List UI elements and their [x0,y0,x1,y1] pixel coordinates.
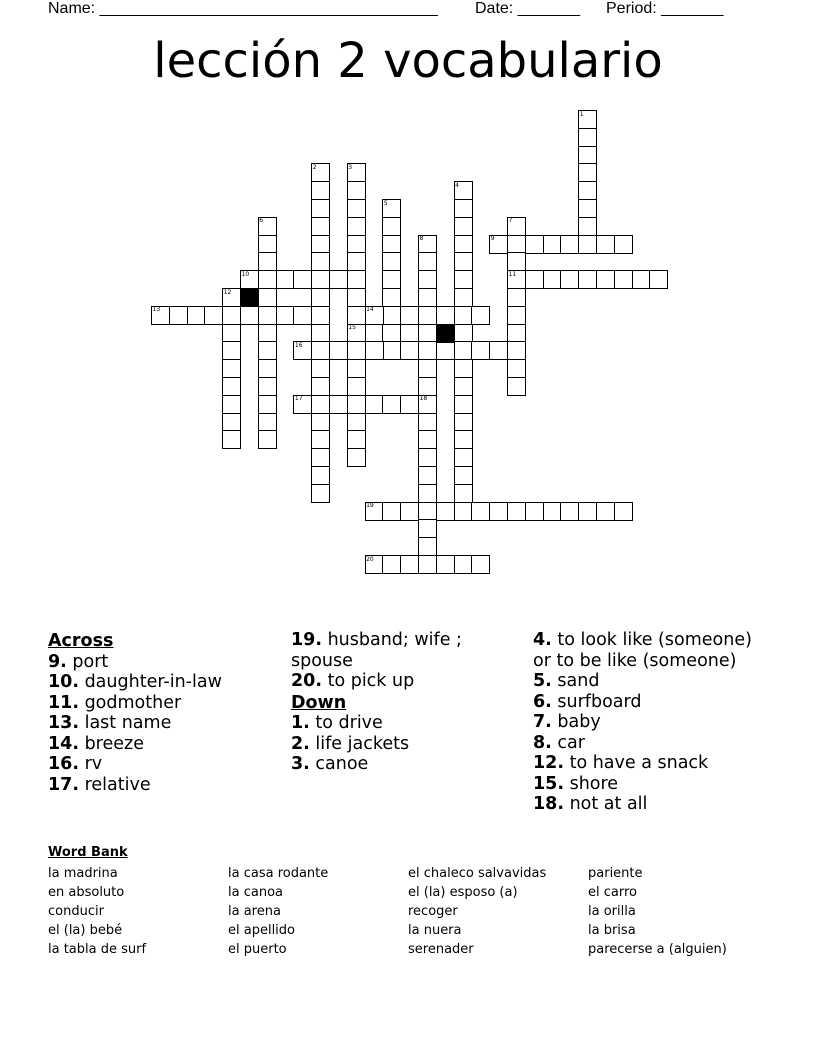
across-clue [291,630,511,671]
crossword-cell[interactable] [525,235,544,254]
crossword-cell[interactable] [347,306,366,325]
word-bank-entry: el puerto [228,942,287,957]
crossword-cell[interactable] [418,484,437,503]
crossword-cell[interactable] [400,306,419,325]
crossword-cell[interactable] [347,448,366,467]
clue-number: 5. [533,671,552,691]
crossword-cell[interactable] [347,341,366,360]
crossword-cell[interactable] [418,502,437,521]
crossword-cell[interactable] [400,341,419,360]
crossword-cell[interactable] [560,235,579,254]
clue-number-13: 13 [152,306,161,314]
word-bank-entry: el carro [588,885,637,900]
crossword-cell[interactable] [258,359,277,378]
clue-text: godmother [79,692,182,713]
across-clue [48,693,278,714]
crossword-cell[interactable] [489,341,508,360]
crossword-cell[interactable] [578,270,597,289]
crossword-cell[interactable] [382,502,401,521]
crossword-cell[interactable] [418,341,437,360]
crossword-cell[interactable] [578,199,597,218]
crossword-cell[interactable] [454,235,473,254]
crossword-cell[interactable] [347,181,366,200]
crossword-cell[interactable] [311,235,330,254]
clue-text: to drive [309,713,383,733]
crossword-cell[interactable] [311,359,330,378]
crossword-cell[interactable] [347,359,366,378]
crossword-cell[interactable] [454,484,473,503]
crossword-cell[interactable] [311,377,330,396]
crossword-cell[interactable] [258,306,277,325]
down-clue [291,713,511,734]
clue-number: 11. [48,692,80,713]
word-bank-entry: la orilla [588,904,636,919]
crossword-cell[interactable] [543,235,562,254]
clue-number: 3. [291,754,310,774]
crossword-cell[interactable] [311,270,330,289]
crossword-cell[interactable] [311,252,330,271]
crossword-cell[interactable] [258,341,277,360]
crossword-cell[interactable] [454,306,473,325]
crossword-cell[interactable] [400,555,419,574]
clue-text: to have a snack [564,753,709,773]
crossword-cell[interactable] [329,395,348,414]
down-clue [533,733,773,754]
clue-text: breeze [79,733,144,754]
clue-number-9: 9 [490,235,495,243]
crossword-cell[interactable] [418,537,437,556]
clue-number: 18. [533,794,565,814]
crossword-cell[interactable] [614,235,633,254]
clue-text: baby [551,712,601,732]
clue-text: not at all [564,794,648,814]
crossword-cell[interactable] [276,306,295,325]
clue-number-4: 4 [455,181,459,189]
down-clue [533,753,773,774]
crossword-cell[interactable] [258,430,277,449]
crossword-cell[interactable] [311,217,330,236]
crossword-cell[interactable] [222,377,241,396]
crossword-cell[interactable] [454,395,473,414]
crossword-cell[interactable] [578,128,597,147]
word-bank-entry: parecerse a (alguien) [588,942,727,957]
crossword-cell[interactable] [614,502,633,521]
word-bank-column-3 [408,864,546,959]
clue-number-17: 17 [294,395,303,403]
crossword-cell[interactable] [632,270,651,289]
crossword-cell[interactable] [258,288,277,307]
across-clue [48,775,278,796]
crossword-cell[interactable] [454,252,473,271]
clue-number: 6. [533,691,552,712]
word-bank-entry: la madrina [48,866,118,881]
clue-number-2: 2 [312,163,317,171]
crossword-cell[interactable] [311,288,330,307]
crossword-cell[interactable] [258,235,277,254]
word-bank-entry: el (la) bebé [48,923,123,938]
crossword-cell[interactable] [418,270,437,289]
clue-number-11: 11 [508,270,517,278]
down-clue [533,692,773,713]
crossword-cell[interactable] [418,555,437,574]
clue-number: 13. [48,713,80,733]
crossword-cell[interactable] [365,395,384,414]
clue-number-10: 10 [241,270,250,278]
crossword-cell[interactable] [418,306,437,325]
down-clues-col3 [533,630,773,815]
crossword-cell[interactable] [258,395,277,414]
clue-number-8: 8 [419,235,424,243]
crossword-cell[interactable] [454,377,473,396]
clue-text: life jackets [309,733,410,754]
clue-number-6: 6 [259,217,264,225]
crossword-cell[interactable] [454,555,473,574]
crossword-cell[interactable] [507,235,526,254]
crossword-cell[interactable] [311,199,330,218]
across-clue [291,671,511,692]
across-clue [48,672,278,693]
clue-number: 1. [291,713,310,733]
across-clue [48,734,278,755]
crossword-cell[interactable] [311,395,330,414]
crossword-cell[interactable] [560,502,579,521]
crossword-cell[interactable] [471,555,490,574]
crossword-cell[interactable] [311,306,330,325]
crossword-cell[interactable] [311,181,330,200]
crossword-cell[interactable] [258,324,277,343]
crossword-cell[interactable] [471,341,490,360]
crossword-cell[interactable] [311,341,330,360]
clue-number-16: 16 [294,341,303,349]
crossword-cell[interactable] [614,270,633,289]
crossword-cell[interactable] [454,288,473,307]
crossword-cell[interactable] [347,288,366,307]
crossword-cell[interactable] [525,270,544,289]
word-bank-entry: la tabla de surf [48,942,147,957]
word-bank-entry: la canoa [228,885,283,900]
crossword-cell[interactable] [311,448,330,467]
clue-number: 20. [291,671,323,691]
word-bank-title: Word Bank [48,845,128,860]
across-clue [48,754,278,775]
clue-number: 2. [291,733,310,754]
crossword-cell[interactable] [436,341,455,360]
crossword-cell[interactable] [258,413,277,432]
crossword-cell[interactable] [454,413,473,432]
crossword-cell[interactable] [311,324,330,343]
crossword-cell[interactable] [507,306,526,325]
clues-col2 [291,630,511,775]
clue-number: 4. [533,630,552,650]
crossword-cell[interactable] [382,235,401,254]
word-bank-entry: el apellido [228,923,295,938]
down-heading: Down [291,692,347,713]
crossword-cell[interactable] [507,377,526,396]
crossword-cell[interactable] [454,324,473,343]
clue-text: husband; wife ; spouse [291,630,462,671]
clue-number-15: 15 [348,324,356,332]
word-bank-column-2 [228,864,328,959]
clue-text: last name [79,713,172,733]
across-heading: Across [48,631,114,651]
crossword-cell[interactable] [187,306,206,325]
clue-text: port [66,651,109,672]
crossword-cell[interactable] [382,288,401,307]
crossword-cell[interactable] [418,466,437,485]
crossword-cell[interactable] [436,306,455,325]
word-bank-entry: serenader [408,942,474,957]
clue-number: 17. [48,774,80,795]
crossword-cell[interactable] [578,217,597,236]
crossword-cell[interactable] [329,341,348,360]
down-clue [291,754,511,775]
crossword-cell[interactable] [454,466,473,485]
clue-number-18: 18 [419,395,428,403]
crossword-cell[interactable] [578,181,597,200]
crossword-cell[interactable] [454,502,473,521]
clue-text: rv [79,754,103,774]
crossword-cell[interactable] [418,324,437,343]
crossword-cell[interactable] [276,270,295,289]
crossword-cell[interactable] [311,413,330,432]
crossword-cell[interactable] [418,288,437,307]
down-clue [533,630,773,671]
crossword-cell[interactable] [311,466,330,485]
crossword-cell[interactable] [578,163,597,182]
clue-text: sand [551,671,600,691]
crossword-cell[interactable] [418,448,437,467]
clue-text: car [551,732,585,753]
crossword-cell[interactable] [596,235,615,254]
crossword-cell[interactable] [578,146,597,165]
crossword-cell[interactable] [347,235,366,254]
word-bank-entry: la arena [228,904,281,919]
down-clue [533,712,773,733]
name-field[interactable]: Name: ______________________________________ [48,0,438,17]
word-bank-column-4 [588,864,727,959]
crossword-cell[interactable] [418,359,437,378]
crossword-cell[interactable] [507,359,526,378]
crossword-cell[interactable] [329,270,348,289]
clue-number-20: 20 [366,555,374,563]
word-bank-entry: la nuera [408,923,462,938]
crossword-cell[interactable] [418,413,437,432]
clue-number: 8. [533,732,552,753]
crossword-cell[interactable] [382,341,401,360]
down-clue [291,734,511,755]
crossword-cell[interactable] [382,252,401,271]
word-bank-entry: conducir [48,904,104,919]
clue-number: 7. [533,712,552,732]
crossword-cell[interactable] [454,430,473,449]
crossword-cell[interactable] [347,217,366,236]
crossword-cell[interactable] [293,306,312,325]
crossword-cell[interactable] [258,252,277,271]
clue-number-19: 19 [366,502,374,510]
crossword-cell[interactable] [382,270,401,289]
clue-text: relative [79,774,151,795]
crossword-cell[interactable] [454,341,473,360]
date-field[interactable]: Date: _______ [475,0,580,17]
crossword-cell[interactable] [489,502,508,521]
word-bank-entry: el (la) esposo (a) [408,885,518,900]
crossword-cell[interactable] [436,502,455,521]
clue-text: to pick up [322,671,415,691]
crossword-cell[interactable] [222,306,241,325]
crossword-cell[interactable] [454,217,473,236]
crossword-cell[interactable] [649,270,668,289]
crossword-cell[interactable] [382,306,401,325]
crossword-cell[interactable] [293,270,312,289]
crossword-cell[interactable] [222,395,241,414]
clue-number-14: 14 [366,306,374,314]
clue-number: 19. [291,630,323,650]
crossword-cell[interactable] [382,555,401,574]
crossword-cell[interactable] [222,430,241,449]
crossword-cell[interactable] [347,395,366,414]
clue-number-1: 1 [579,110,584,118]
crossword-cell[interactable] [382,324,401,343]
clue-number: 15. [533,773,565,794]
across-clue [48,652,278,673]
crossword-cell[interactable] [400,395,419,414]
crossword-cell[interactable] [578,235,597,254]
crossword-cell[interactable] [560,270,579,289]
across-clues-col1 [48,630,278,795]
crossword-cell[interactable] [578,502,597,521]
word-bank-entry: el chaleco salvavidas [408,866,547,881]
word-bank-entry: recoger [408,904,458,919]
crossword-cell[interactable] [347,252,366,271]
page-title: lección 2 vocabulario [153,33,663,89]
clue-number: 16. [48,754,80,774]
crossword-cell[interactable] [454,359,473,378]
crossword-cell[interactable] [311,484,330,503]
crossword-cell[interactable] [507,502,526,521]
clue-text: to look like (someone) or to be like (someone) [533,630,752,671]
crossword-cell[interactable] [418,252,437,271]
crossword-cell[interactable] [418,430,437,449]
crossword-cell[interactable] [507,288,526,307]
word-bank-entry: la casa rodante [228,866,329,881]
clue-text: canoe [309,754,369,774]
crossword-cell[interactable] [222,359,241,378]
crossword-cell[interactable] [382,395,401,414]
down-clue [533,774,773,795]
crossword-cell[interactable] [311,430,330,449]
crossword-cell[interactable] [507,324,526,343]
crossword-cell[interactable] [258,377,277,396]
crossword-cell[interactable] [347,413,366,432]
crossword-cell[interactable] [507,341,526,360]
crossword-cell[interactable] [240,306,259,325]
clue-text: daughter-in-law [79,672,222,692]
crossword-cell[interactable] [204,306,223,325]
clue-number-3: 3 [348,163,353,171]
crossword-cell[interactable] [525,502,544,521]
crossword-cell[interactable] [365,341,384,360]
crossword-cell[interactable] [471,502,490,521]
crossword-cell[interactable] [347,270,366,289]
clue-number-7: 7 [508,217,513,225]
crossword-cell[interactable] [222,341,241,360]
crossword-cell[interactable] [169,306,188,325]
crossword-cell[interactable] [596,502,615,521]
crossword-cell[interactable] [543,502,562,521]
crossword-cell[interactable] [454,199,473,218]
crossword-black-cell [436,324,455,343]
crossword-cell[interactable] [454,270,473,289]
crossword-cell[interactable] [543,270,562,289]
crossword-cell[interactable] [418,377,437,396]
word-bank-entry: la brisa [588,923,636,938]
across-clue [48,713,278,734]
word-bank-entry: pariente [588,866,643,881]
crossword-cell[interactable] [258,270,277,289]
crossword-cell[interactable] [347,199,366,218]
down-clue [533,671,773,692]
crossword-cell[interactable] [222,413,241,432]
crossword-cell[interactable] [222,324,241,343]
crossword-cell[interactable] [400,502,419,521]
clue-number-5: 5 [383,199,388,207]
crossword-black-cell [240,288,259,307]
crossword-cell[interactable] [418,519,437,538]
clue-text: surfboard [551,691,642,712]
down-clue [533,794,773,815]
crossword-cell[interactable] [471,306,490,325]
clue-number-12: 12 [223,288,232,296]
clue-number: 14. [48,733,80,754]
word-bank-entry: en absoluto [48,885,125,900]
crossword-cell[interactable] [507,252,526,271]
crossword-cell[interactable] [347,377,366,396]
crossword-cell[interactable] [382,217,401,236]
period-field[interactable]: Period: _______ [606,0,724,17]
crossword-cell[interactable] [436,555,455,574]
clue-number: 9. [48,651,67,672]
clue-text: shore [564,773,619,794]
crossword-cell[interactable] [596,270,615,289]
clue-number: 12. [533,753,565,773]
crossword-cell[interactable] [347,430,366,449]
word-bank-column-1 [48,864,146,959]
clue-number: 10. [48,672,80,692]
crossword-cell[interactable] [454,448,473,467]
